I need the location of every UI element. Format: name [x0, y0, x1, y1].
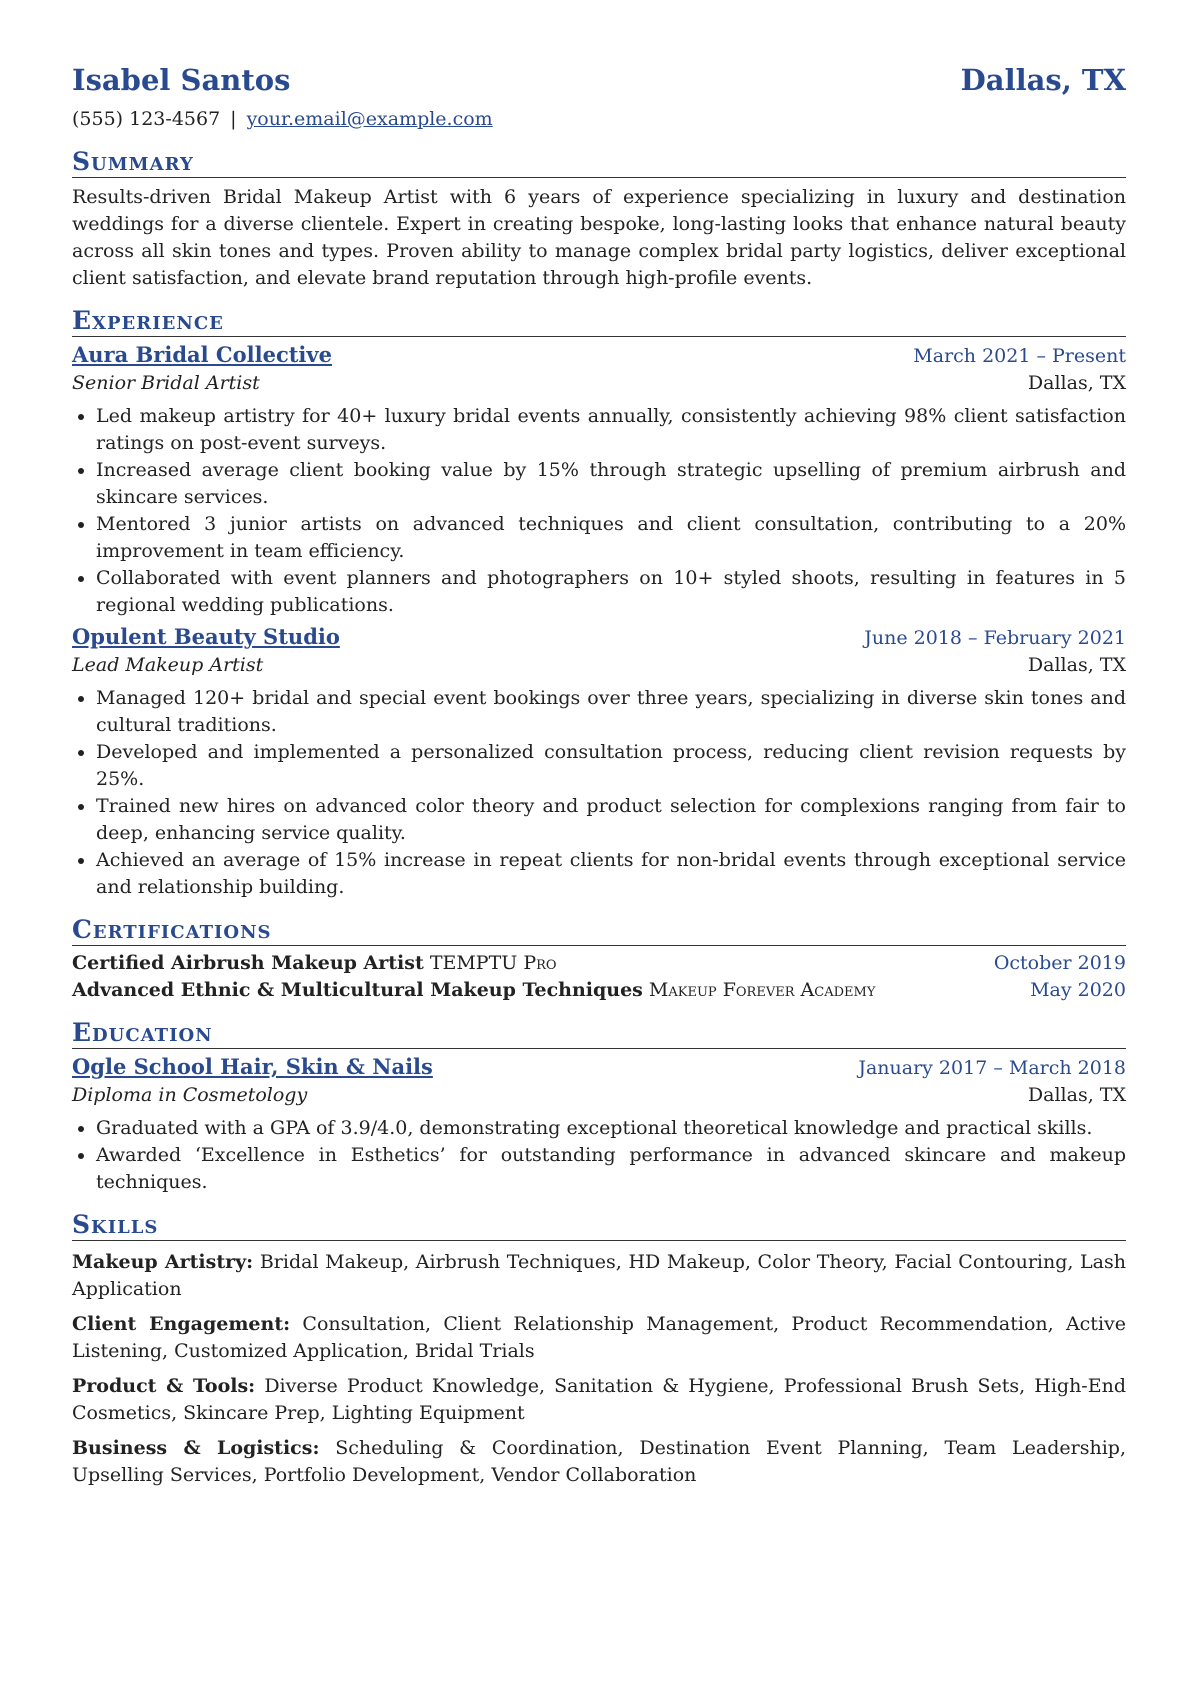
skill-group [72, 1435, 1126, 1489]
job-location: Dallas, TX [1027, 654, 1126, 676]
job-entry [72, 341, 1126, 619]
education-heading: Education [72, 1018, 1126, 1049]
degree: Diploma in Cosmetology [72, 1084, 308, 1106]
company-name-link[interactable]: Opulent Beauty Studio [72, 624, 340, 649]
skill-group [72, 1373, 1126, 1427]
skill-label: Makeup Artistry: [72, 1251, 254, 1273]
bullet-item: • Mentored 3 junior artists on advanced techniques and client consultation, contributing to a 20% improvement in team efficiency. [96, 511, 1126, 565]
skill-label: Business & Logistics: [72, 1437, 320, 1459]
certifications-heading: Certifications [72, 915, 1126, 946]
job-dates: March 2021 – Present [913, 345, 1126, 367]
certification-name: Certified Airbrush Makeup Artist [72, 952, 424, 974]
bullet-item: • Achieved an average of 15% increase in repeat clients for non-bridal events through exceptional service and relationship building. [96, 847, 1126, 901]
job-location: Dallas, TX [1027, 372, 1126, 394]
education-location: Dallas, TX [1027, 1084, 1126, 1106]
skill-group [72, 1249, 1126, 1303]
education-entry [72, 1053, 1126, 1196]
summary-text: Results-driven Bridal Makeup Artist with 6 years of experience specializing in luxury and destination weddings for a diverse clientele. Expert in creating bespoke, long-lasting looks that enhance natural beauty across all skin tones and types. Proven ability to manage complex bridal party logistics, deliver exceptional client satisfaction, and elevate brand reputation through high-profile events. [72, 186, 1126, 289]
education-dates: January 2017 – March 2018 [858, 1057, 1126, 1079]
job-dates: June 2018 – February 2021 [864, 627, 1126, 649]
certification-item [72, 977, 1126, 1004]
job-bullets [72, 403, 1126, 619]
candidate-name: Isabel Santos [72, 63, 291, 97]
certification-name: Advanced Ethnic & Multicultural Makeup Techniques [72, 979, 643, 1001]
job-role: Senior Bridal Artist [72, 372, 260, 394]
skill-items: Bridal Makeup, Airbrush Techniques, HD Makeup, Color Theory, Facial Contouring, Lash Application [72, 1251, 1126, 1300]
bullet-item: • Developed and implemented a personalized consultation process, reducing client revision requests by 25%. [96, 739, 1126, 793]
resume-header [72, 60, 1126, 100]
job-role: Lead Makeup Artist [72, 654, 264, 676]
resume-page [72, 60, 1126, 1489]
email-link[interactable]: your.email@example.com [246, 108, 493, 130]
company-name-link[interactable]: Aura Bridal Collective [72, 342, 332, 367]
skill-items: Diverse Product Knowledge, Sanitation & Hygiene, Professional Brush Sets, High-End Cosmetics, Skincare Prep, Lighting Equipment [72, 1375, 1126, 1424]
skills-heading: Skills [72, 1210, 1126, 1241]
job-bullets [72, 685, 1126, 901]
skills-list [72, 1249, 1126, 1489]
skill-items: Consultation, Client Relationship Management, Product Recommendation, Active Listening, Customized Application, Bridal Trials [72, 1313, 1126, 1362]
certification-org: Makeup Forever Academy [648, 979, 876, 1001]
bullet-item: • Collaborated with event planners and photographers on 10+ styled shoots, resulting in features in 5 regional wedding publications. [96, 565, 1126, 619]
bullet-item: • Increased average client booking value by 15% through strategic upselling of premium airbrush and skincare services. [96, 457, 1126, 511]
skill-group [72, 1311, 1126, 1365]
contact-line [72, 106, 1126, 133]
certification-date: May 2020 [1030, 979, 1126, 1001]
summary-heading: Summary [72, 147, 1126, 178]
bullet-item: • Led makeup artistry for 40+ luxury bridal events annually, consistently achieving 98% client satisfaction ratings on post-event surveys. [96, 403, 1126, 457]
education-bullets [72, 1115, 1126, 1196]
experience-heading: Experience [72, 306, 1126, 337]
candidate-location: Dallas, TX [960, 63, 1126, 97]
certification-item [72, 950, 1126, 977]
bullet-item: • Trained new hires on advanced color theory and product selection for complexions ranging from fair to deep, enhancing service quality. [96, 793, 1126, 847]
bullet-item: • Awarded ‘Excellence in Esthetics’ for outstanding performance in advanced skincare and makeup techniques. [96, 1142, 1126, 1196]
certification-org: TEMPTU Pro [429, 952, 557, 974]
certification-date: October 2019 [993, 952, 1126, 974]
skill-label: Client Engagement: [72, 1313, 291, 1335]
skill-label: Product & Tools: [72, 1375, 256, 1397]
school-name-link[interactable]: Ogle School Hair, Skin & Nails [72, 1054, 433, 1079]
contact-separator: | [230, 108, 237, 130]
job-entry [72, 623, 1126, 901]
certifications-list [72, 950, 1126, 1004]
bullet-item: • Graduated with a GPA of 3.9/4.0, demonstrating exceptional theoretical knowledge and practical skills. [96, 1115, 1126, 1142]
bullet-item: • Managed 120+ bridal and special event bookings over three years, specializing in diverse skin tones and cultural traditions. [96, 685, 1126, 739]
phone-number: (555) 123-4567 [72, 108, 221, 130]
skill-items: Scheduling & Coordination, Destination Event Planning, Team Leadership, Upselling Services, Portfolio Development, Vendor Collaboration [72, 1437, 1127, 1486]
